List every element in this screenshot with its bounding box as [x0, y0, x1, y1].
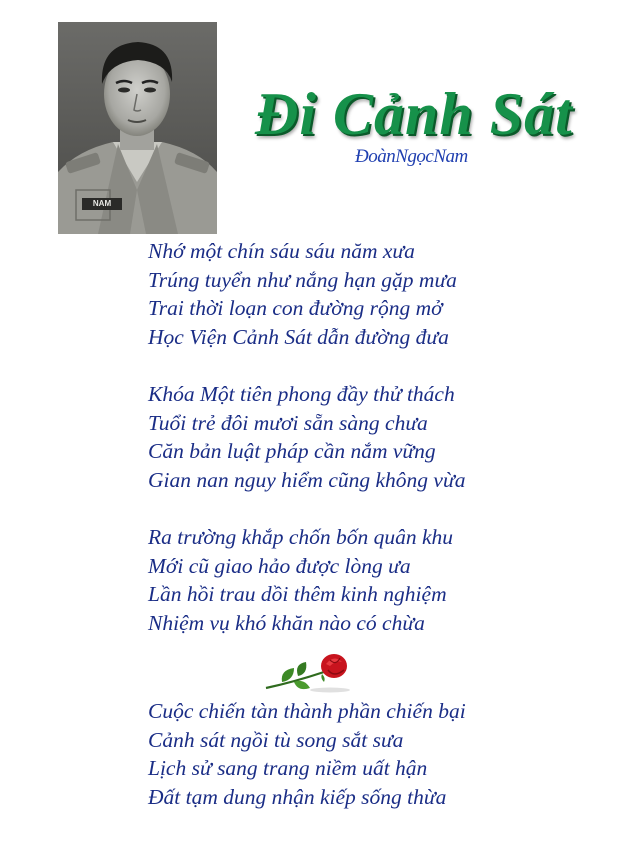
poem-line: Căn bản luật pháp cần nắm vững — [148, 439, 436, 463]
poem-line: Cảnh sát ngồi tù song sắt sưa — [148, 727, 404, 752]
poem-body — [148, 237, 588, 666]
portrait-photo — [58, 22, 217, 234]
poem-line: Cuộc chiến tàn thành phần chiến bại — [148, 699, 466, 723]
poem-line: Trúng tuyển như nắng hạn gặp mưa — [148, 267, 457, 292]
poem-line: Khóa Một tiên phong đầy thử thách — [148, 382, 455, 406]
poem-line: Mới cũ giao hảo được lòng ưa — [148, 553, 411, 578]
stanza — [148, 697, 588, 811]
poem-line: Đất tạm dung nhận kiếp sống thừa — [148, 784, 447, 809]
poem-line: Lịch sử sang trang niềm uất hận — [148, 756, 428, 780]
stanza — [148, 237, 588, 351]
poem-title: Đi Cảnh Sát — [255, 81, 573, 147]
poem-line: Gian nan nguy hiểm cũng không vừa — [148, 467, 466, 492]
stanza — [148, 380, 588, 494]
rose-icon — [264, 652, 354, 694]
poem-line: Nhớ một chín sáu sáu năm xưa — [148, 239, 415, 263]
poem-line: Lần hồi trau dồi thêm kinh nghiệm — [148, 582, 447, 606]
name-tag: NAM — [92, 199, 112, 208]
stanza — [148, 523, 588, 637]
author-signature: ĐoànNgọcNam — [355, 146, 468, 167]
poem-line: Ra trường khắp chốn bốn quân khu — [148, 525, 454, 549]
poem-line: Nhiệm vụ khó khăn nào có chừa — [148, 610, 425, 635]
poem-line: Tuổi trẻ đôi mươi sẵn sàng chưa — [148, 410, 428, 435]
poem-line: Học Viện Cảnh Sát dẫn đường đưa — [148, 324, 449, 349]
poem-line: Trai thời loạn con đường rộng mở — [148, 296, 443, 320]
title-block — [255, 82, 585, 146]
